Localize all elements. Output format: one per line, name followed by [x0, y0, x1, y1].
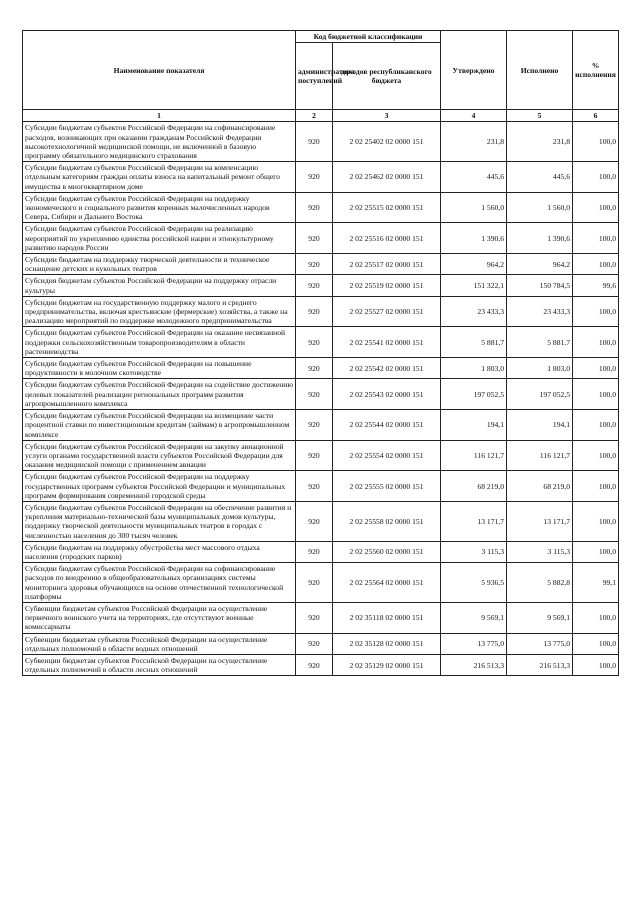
row-percent: 100,0: [573, 327, 619, 358]
row-percent: 100,0: [573, 122, 619, 162]
row-executed: 197 052,5: [507, 379, 573, 410]
column-number: 2: [296, 110, 333, 122]
table-row: [23, 501, 619, 541]
row-approved: 964,2: [441, 254, 507, 275]
row-percent: 100,0: [573, 254, 619, 275]
row-name: Субсидии бюджетам на поддержку обустройства мест массового отдыха населения (городских парков): [23, 541, 296, 562]
row-executed: 13 775,0: [507, 633, 573, 654]
row-name: Субсидии бюджетам субъектов Российской Федерации на компенсацию отдельным категориям граждан оплаты взноса на капитальный ремонт общего имущества в многоквартирном доме: [23, 162, 296, 193]
row-income-code: 2 02 25515 02 0000 151: [333, 192, 441, 223]
row-name: Субсидии бюджетам субъектов Российской Федерации на повышение продуктивности в молочном скотоводстве: [23, 358, 296, 379]
row-executed: 194,1: [507, 410, 573, 441]
row-executed: 116 121,7: [507, 440, 573, 471]
row-approved: 13 775,0: [441, 633, 507, 654]
row-admin-code: 920: [296, 162, 333, 193]
row-income-code: 2 02 25517 02 0000 151: [333, 254, 441, 275]
header-code-group: Код бюджетной классификации: [296, 31, 441, 43]
row-percent: 100,0: [573, 358, 619, 379]
row-name: Субсидии бюджетам субъектов Российской Федерации на возмещение части процентной ставки по инвестиционным кредитам (займам) в агропромышленном комплексе: [23, 410, 296, 441]
document-page: [22, 30, 618, 676]
row-name: Субвенции бюджетам субъектов Российской Федерации на осуществление отдельных полномочий в области водных отношений: [23, 633, 296, 654]
row-name: Субсидии бюджетам субъектов Российской Федерации на поддержку экономического и социального развития коренных малочисленных народов Севера, Сибири и Дальнего Востока: [23, 192, 296, 223]
row-name: Субсидии бюджетам на государственную поддержку малого и среднего предпринимательства, включая крестьянские (фермерские) хозяйства, а также на реализацию мероприятий по поддержке молодежного предпринимательства: [23, 296, 296, 327]
row-income-code: 2 02 25519 02 0000 151: [333, 275, 441, 296]
row-admin-code: 920: [296, 471, 333, 502]
table-row: [23, 633, 619, 654]
row-executed: 68 219,0: [507, 471, 573, 502]
table-row: [23, 254, 619, 275]
table-row: [23, 541, 619, 562]
row-admin-code: 920: [296, 122, 333, 162]
row-approved: 5 936,5: [441, 563, 507, 603]
row-income-code: 2 02 25542 02 0000 151: [333, 358, 441, 379]
table-row: [23, 358, 619, 379]
row-admin-code: 920: [296, 633, 333, 654]
row-percent: 100,0: [573, 192, 619, 223]
header-name: Наименование показателя: [23, 31, 296, 110]
row-admin-code: 920: [296, 410, 333, 441]
row-admin-code: 920: [296, 541, 333, 562]
row-approved: 231,8: [441, 122, 507, 162]
row-income-code: 2 02 25541 02 0000 151: [333, 327, 441, 358]
row-executed: 216 513,3: [507, 654, 573, 675]
header-executed: Исполнено: [507, 31, 573, 110]
row-approved: 5 881,7: [441, 327, 507, 358]
row-percent: 100,0: [573, 654, 619, 675]
row-name: Субвенции бюджетам субъектов Российской Федерации на осуществление отдельных полномочий в области лесных отношений: [23, 654, 296, 675]
row-income-code: 2 02 25555 02 0000 151: [333, 471, 441, 502]
row-income-code: 2 02 25544 02 0000 151: [333, 410, 441, 441]
row-income-code: 2 02 35129 02 0000 151: [333, 654, 441, 675]
column-number-row: [23, 110, 619, 122]
row-executed: 9 569,1: [507, 602, 573, 633]
row-income-code: 2 02 25462 02 0000 151: [333, 162, 441, 193]
row-name: Субсидии бюджетам субъектов Российской Федерации на поддержку государственных программ субъектов Российской Федерации и муниципальных программ формирования современной городской среды: [23, 471, 296, 502]
row-income-code: 2 02 25560 02 0000 151: [333, 541, 441, 562]
table-row: [23, 563, 619, 603]
row-admin-code: 920: [296, 327, 333, 358]
row-income-code: 2 02 25543 02 0000 151: [333, 379, 441, 410]
row-percent: 100,0: [573, 633, 619, 654]
table-row: [23, 379, 619, 410]
row-approved: 9 569,1: [441, 602, 507, 633]
header-row-top: [23, 31, 619, 43]
row-approved: 116 121,7: [441, 440, 507, 471]
row-admin-code: 920: [296, 602, 333, 633]
row-approved: 197 052,5: [441, 379, 507, 410]
row-admin-code: 920: [296, 654, 333, 675]
table-row: [23, 410, 619, 441]
table-row: [23, 602, 619, 633]
row-admin-code: 920: [296, 192, 333, 223]
row-approved: 445,6: [441, 162, 507, 193]
table-row: [23, 327, 619, 358]
row-executed: 5 882,8: [507, 563, 573, 603]
row-name: Субсидии бюджетам субъектов Российской Федерации на софинансирование расходов, возникающих при оказании гражданам Российской Федерации высокотехнологичной медицинской помощи, не включенной в базовую программу обязательного медицинского страхования: [23, 122, 296, 162]
row-admin-code: 920: [296, 563, 333, 603]
row-executed: 5 881,7: [507, 327, 573, 358]
row-percent: 100,0: [573, 410, 619, 441]
row-income-code: 2 02 25558 02 0000 151: [333, 501, 441, 541]
row-executed: 1 390,6: [507, 223, 573, 254]
table-row: [23, 654, 619, 675]
row-executed: 23 433,3: [507, 296, 573, 327]
row-income-code: 2 02 25554 02 0000 151: [333, 440, 441, 471]
table-row: [23, 440, 619, 471]
row-executed: 150 784,5: [507, 275, 573, 296]
header-admin: администратора поступлений: [296, 43, 333, 110]
row-admin-code: 920: [296, 275, 333, 296]
table-row: [23, 275, 619, 296]
row-executed: 13 171,7: [507, 501, 573, 541]
row-percent: 99,1: [573, 563, 619, 603]
row-percent: 100,0: [573, 223, 619, 254]
row-percent: 99,6: [573, 275, 619, 296]
row-approved: 13 171,7: [441, 501, 507, 541]
row-percent: 100,0: [573, 162, 619, 193]
column-number: 3: [333, 110, 441, 122]
row-percent: 100,0: [573, 602, 619, 633]
row-name: Субсидия бюджетам субъектов Российской Федерации на поддержку отрасли культуры: [23, 275, 296, 296]
row-percent: 100,0: [573, 501, 619, 541]
row-name: Субсидии бюджетам субъектов Российской Федерации на закупку авиационной услуги органами государственной власти субъектов Российской Федерации для оказания медицинской помощи с применением авиации: [23, 440, 296, 471]
row-name: Субсидии бюджетам субъектов Российской Федерации на содействие достижению целевых показателей реализации региональных программ развития агропромышленного комплекса: [23, 379, 296, 410]
table-row: [23, 162, 619, 193]
table-row: [23, 223, 619, 254]
row-income-code: 2 02 25564 02 0000 151: [333, 563, 441, 603]
budget-execution-table: [22, 30, 619, 676]
row-income-code: 2 02 25527 02 0000 151: [333, 296, 441, 327]
column-number: 5: [507, 110, 573, 122]
header-approved: Утверждено: [441, 31, 507, 110]
row-percent: 100,0: [573, 379, 619, 410]
row-admin-code: 920: [296, 296, 333, 327]
row-admin-code: 920: [296, 254, 333, 275]
column-number: 4: [441, 110, 507, 122]
row-executed: 1 803,0: [507, 358, 573, 379]
row-executed: 231,8: [507, 122, 573, 162]
row-admin-code: 920: [296, 223, 333, 254]
header-percent: % исполнения: [573, 31, 619, 110]
header-income: доходов республиканского бюджета: [333, 43, 441, 110]
row-approved: 23 433,3: [441, 296, 507, 327]
row-name: Субсидии бюджетам субъектов Российской Федерации на оказание несвязанной поддержки сельскохозяйственным товаропроизводителям в области растениеводства: [23, 327, 296, 358]
row-percent: 100,0: [573, 440, 619, 471]
row-percent: 100,0: [573, 471, 619, 502]
row-approved: 194,1: [441, 410, 507, 441]
row-approved: 1 803,0: [441, 358, 507, 379]
row-approved: 151 322,1: [441, 275, 507, 296]
row-admin-code: 920: [296, 379, 333, 410]
row-executed: 445,6: [507, 162, 573, 193]
row-approved: 68 219,0: [441, 471, 507, 502]
row-percent: 100,0: [573, 296, 619, 327]
row-executed: 1 560,0: [507, 192, 573, 223]
row-admin-code: 920: [296, 501, 333, 541]
row-admin-code: 920: [296, 358, 333, 379]
table-row: [23, 192, 619, 223]
row-income-code: 2 02 25402 02 0000 151: [333, 122, 441, 162]
table-row: [23, 471, 619, 502]
row-income-code: 2 02 35118 02 0000 151: [333, 602, 441, 633]
row-name: Субсидии бюджетам субъектов Российской Федерации на обеспечение развития и укрепления материально-технической базы муниципальных домов культуры, поддержку творческой деятельности муниципальных театров в городах с численностью населения до 300 тысяч человек: [23, 501, 296, 541]
row-approved: 216 513,3: [441, 654, 507, 675]
table-row: [23, 122, 619, 162]
table-body: [23, 110, 619, 676]
row-income-code: 2 02 35128 02 0000 151: [333, 633, 441, 654]
row-name: Субсидии бюджетам субъектов Российской Федерации на софинансирование расходов по внедрению в общеобразовательных организациях системы мониторинга здоровья обучающихся на основе отечественной технологической платформы: [23, 563, 296, 603]
row-approved: 1 560,0: [441, 192, 507, 223]
row-approved: 1 390,6: [441, 223, 507, 254]
table-row: [23, 296, 619, 327]
row-executed: 964,2: [507, 254, 573, 275]
row-percent: 100,0: [573, 541, 619, 562]
column-number: 6: [573, 110, 619, 122]
row-name: Субсидии бюджетам субъектов Российской Федерации на реализацию мероприятий по укреплению единства российской нации и этнокультурному развитию народов России: [23, 223, 296, 254]
row-executed: 3 115,3: [507, 541, 573, 562]
row-approved: 3 115,3: [441, 541, 507, 562]
row-name: Субвенции бюджетам субъектов Российской Федерации на осуществление первичного воинского учета на территориях, где отсутствуют военные комиссариаты: [23, 602, 296, 633]
row-name: Субсидии бюджетам на поддержку творческой деятельности и техническое оснащение детских и кукольных театров: [23, 254, 296, 275]
row-admin-code: 920: [296, 440, 333, 471]
row-income-code: 2 02 25516 02 0000 151: [333, 223, 441, 254]
column-number: 1: [23, 110, 296, 122]
